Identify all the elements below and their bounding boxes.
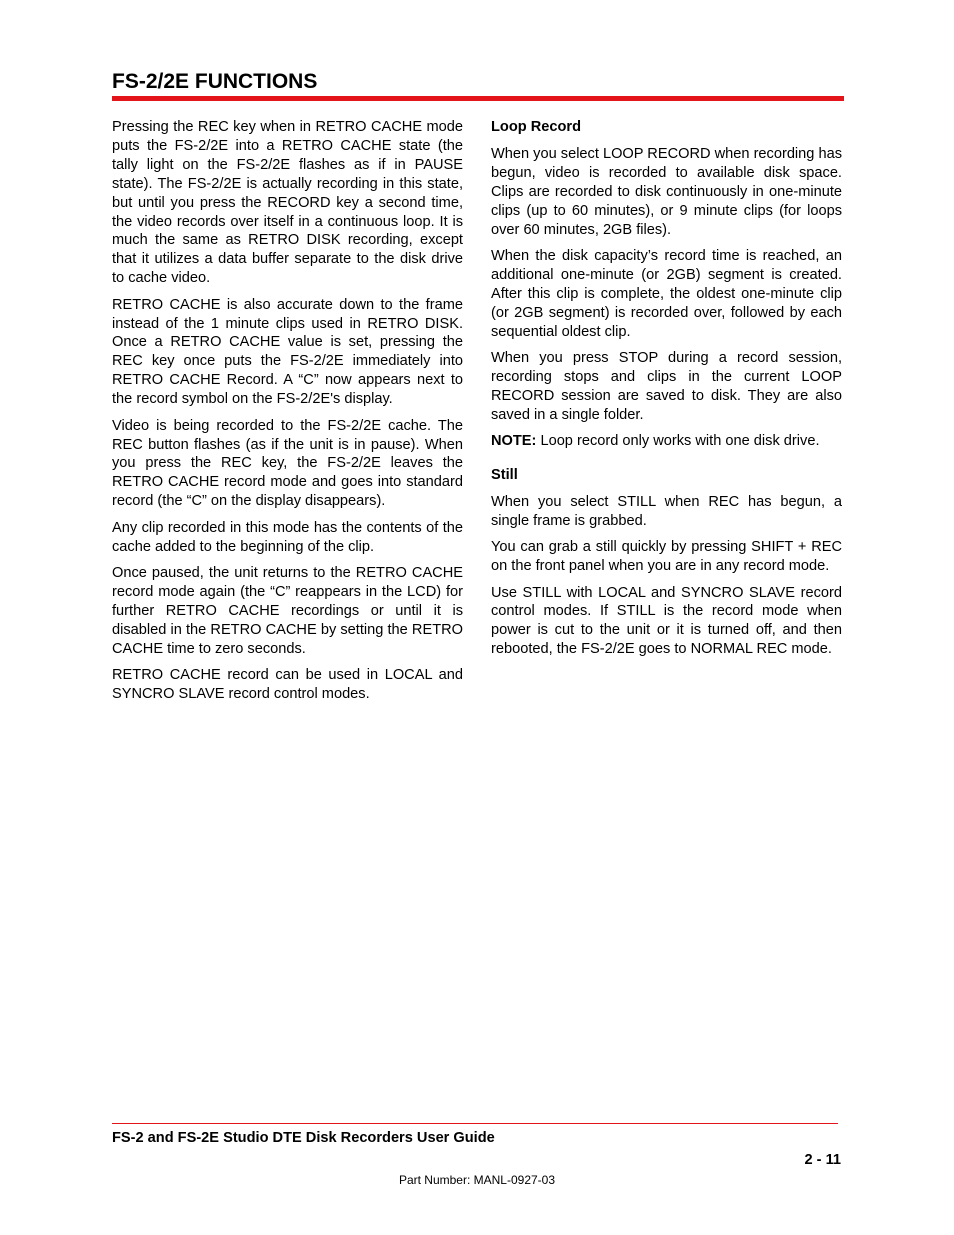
retro-cache-paragraph-3: Video is being recorded to the FS-2/2E cache. The REC button flashes (as if the unit is in pause). When you press the REC key, the FS-2/2E leaves the RETRO CACHE record mode and goes into standard record (the “C” on the display disappears). [112,417,463,510]
loop-record-paragraph-3: When you press STOP during a record session, recording stops and clips in the current LOOP RECORD session are saved to disk. They are also saved in a single folder. [491,349,842,423]
note-text: Loop record only works with one disk drive. [536,433,820,450]
retro-cache-paragraph-2: RETRO CACHE is also accurate down to the frame instead of the 1 minute clips used in RETRO DISK. Once a RETRO CACHE value is set, pressing the REC key once puts the FS-2/2E immediately into RETRO CACHE Record. A “C” now appears next to the record symbol on the FS-2/2E's display. [112,296,463,408]
retro-cache-paragraph-6: RETRO CACHE record can be used in LOCAL and SYNCRO SLAVE record control modes. [112,666,463,702]
still-heading: Still [491,467,518,483]
loop-record-heading: Loop Record [491,119,581,135]
page-section-title: FS-2/2E FUNCTIONS [112,70,318,93]
still-paragraph-1: When you select STILL when REC has begun, a single frame is grabbed. [491,493,842,529]
retro-cache-paragraph-5: Once paused, the unit returns to the RETRO CACHE record mode again (the “C” reappears in the LCD) for further RETRO CACHE recordings or until it is disabled in the RETRO CACHE by setting the RETRO CACHE time to zero seconds. [112,564,463,657]
loop-record-note [491,432,842,451]
left-column [112,118,463,711]
part-number: Part Number: MANL-0927-03 [398,1173,556,1187]
still-paragraph-3: Use STILL with LOCAL and SYNCRO SLAVE record control modes. If STILL is the record mode when power is cut to the unit or it is turned off, and then rebooted, the FS-2/2E goes to NORMAL REC mode. [491,584,842,658]
header-divider [112,96,844,101]
note-label: NOTE: [491,433,537,450]
retro-cache-paragraph-1: Pressing the REC key when in RETRO CACHE mode puts the FS-2/2E into a RETRO CACHE state (the tally light on the FS-2/2E flashes as if in PAUSE state). The FS-2/2E is actually recording in this state, but until you press the RECORD key a second time, the video records over itself in a continuous loop. It is much the same as RETRO DISK recording, except that it utilizes a data buffer separate to the disk drive to cache video. [112,119,463,287]
footer-guide-title: FS-2 and FS-2E Studio DTE Disk Recorders User Guide [112,1130,495,1146]
right-column [491,118,842,667]
still-paragraph-2: You can grab a still quickly by pressing SHIFT + REC on the front panel when you are in any record mode. [491,539,842,575]
footer-divider [112,1123,838,1124]
page-number: 2 - 11 [804,1152,841,1168]
loop-record-paragraph-2: When the disk capacity’s record time is reached, an additional one-minute (or 2GB) segment is created. After this clip is complete, the oldest one-minute clip (or 2GB segment) is recorded over, followed by each sequential oldest clip. [491,247,842,340]
loop-record-paragraph-1: When you select LOOP RECORD when recording has begun, video is recorded to available disk space. Clips are recorded to disk continuously in one-minute clips (up to 60 minutes), or 9 minute clips (for loops over 60 minutes, 2GB files). [491,145,842,238]
retro-cache-paragraph-4: Any clip recorded in this mode has the contents of the cache added to the beginning of the clip. [112,519,463,555]
